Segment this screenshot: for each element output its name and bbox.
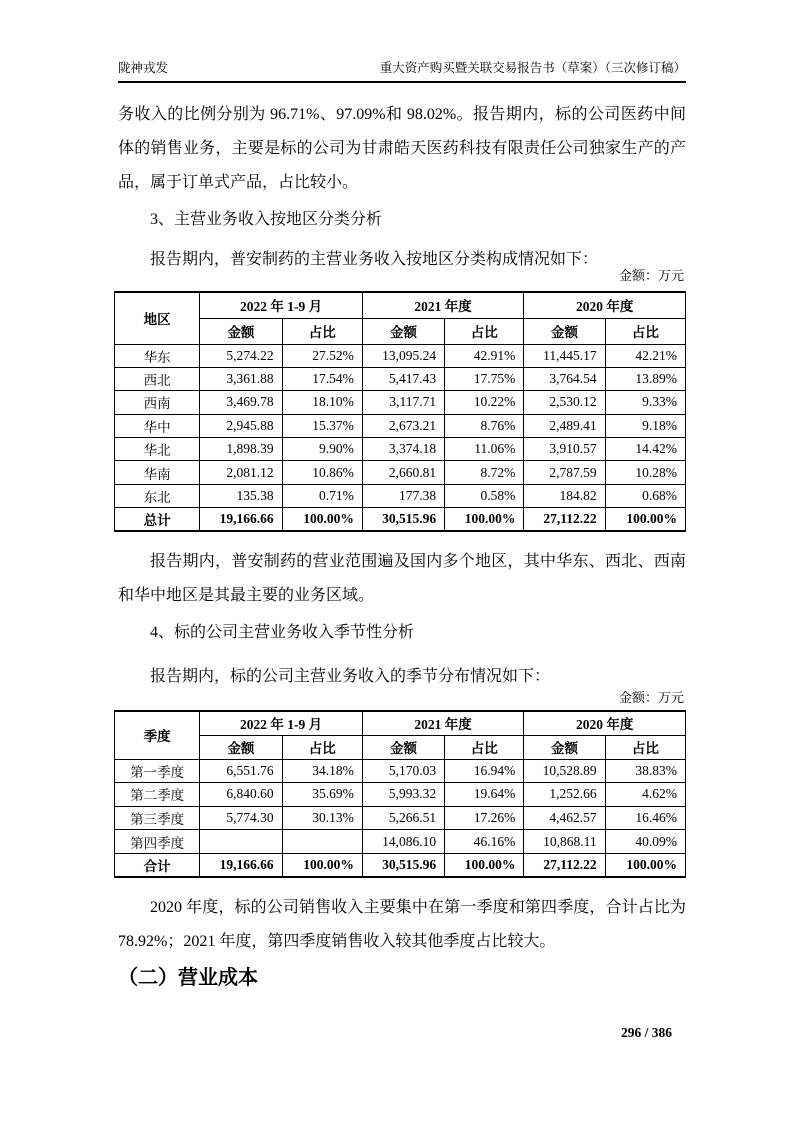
ratio-value: 100.00% — [605, 853, 685, 877]
season-revenue-table — [114, 710, 686, 878]
amount-value: 5,774.30 — [200, 806, 282, 830]
ratio-value: 14.42% — [605, 438, 685, 461]
subheader-ratio: 占比 — [282, 735, 362, 759]
amount-value: 177.38 — [362, 484, 444, 507]
amount-value: 19,166.66 — [200, 508, 282, 531]
amount-value: 27,112.22 — [524, 508, 605, 531]
ratio-value: 9.18% — [605, 414, 685, 437]
table-row — [115, 830, 686, 854]
ratio-value: 100.00% — [282, 853, 362, 877]
row-label: 总计 — [115, 508, 200, 531]
table-row — [115, 344, 686, 367]
amount-value: 2,081.12 — [200, 461, 282, 484]
amount-value: 10,528.89 — [524, 759, 605, 783]
unit-label-season-table: 金额：万元 — [618, 690, 684, 705]
amount-value: 2,660.81 — [362, 461, 444, 484]
subheader-amount: 金额 — [200, 735, 282, 759]
ratio-value: 13.89% — [605, 367, 685, 390]
amount-value: 14,086.10 — [362, 830, 444, 854]
unit-label-region-table: 金额：万元 — [618, 268, 684, 283]
heading-region-analysis: 3、主营业务收入按地区分类分析 — [150, 211, 383, 228]
amount-value: 2,787.59 — [524, 461, 605, 484]
heading-season-analysis: 4、标的公司主营业务收入季节性分析 — [150, 624, 415, 641]
paragraph-season-summary: 2020 年度，标的公司销售收入主要集中在第一季度和第四季度，合计占比为 78.92%；2021 年度，第四季度销售收入较其他季度占比较大。 — [118, 899, 686, 950]
amount-value: 2,489.41 — [524, 414, 605, 437]
amount-value: 3,117.71 — [362, 391, 444, 414]
row-label: 第四季度 — [115, 830, 200, 854]
amount-value: 2,673.21 — [362, 414, 444, 437]
header-company-name: 陇神戎发 — [118, 61, 169, 75]
ratio-value: 0.68% — [605, 484, 685, 507]
column-header-quarter: 季度 — [115, 711, 200, 759]
table-total-row — [115, 508, 686, 531]
amount-value: 2,530.12 — [524, 391, 605, 414]
column-group-2020: 2020 年度 — [524, 711, 686, 735]
subheader-amount: 金额 — [524, 735, 605, 759]
ratio-value: 30.13% — [282, 806, 362, 830]
subheader-amount: 金额 — [200, 318, 282, 344]
ratio-value: 16.46% — [605, 806, 685, 830]
column-group-2021: 2021 年度 — [362, 711, 524, 735]
ratio-value — [282, 830, 362, 854]
amount-value: 10,868.11 — [524, 830, 605, 854]
subheader-amount: 金额 — [524, 318, 605, 344]
amount-value: 5,266.51 — [362, 806, 444, 830]
row-label: 华中 — [115, 414, 200, 437]
amount-value: 3,374.18 — [362, 438, 444, 461]
table-row — [115, 438, 686, 461]
column-group-2021: 2021 年度 — [362, 292, 524, 318]
ratio-value: 17.26% — [445, 806, 524, 830]
ratio-value: 10.28% — [605, 461, 685, 484]
amount-value: 5,993.32 — [362, 783, 444, 807]
ratio-value: 8.72% — [445, 461, 524, 484]
subheader-ratio: 占比 — [605, 735, 685, 759]
ratio-value: 100.00% — [282, 508, 362, 531]
page-header — [118, 58, 686, 83]
amount-value: 1,898.39 — [200, 438, 282, 461]
paragraph-region-intro: 报告期内，普安制药的主营业务收入按地区分类构成情况如下： — [150, 251, 599, 268]
ratio-value: 9.33% — [605, 391, 685, 414]
amount-value: 2,945.88 — [200, 414, 282, 437]
amount-value: 3,361.88 — [200, 367, 282, 390]
table-row — [115, 484, 686, 507]
row-label: 第三季度 — [115, 806, 200, 830]
ratio-value: 46.16% — [445, 830, 524, 854]
ratio-value: 0.71% — [282, 484, 362, 507]
row-label: 第二季度 — [115, 783, 200, 807]
amount-value: 13,095.24 — [362, 344, 444, 367]
ratio-value: 40.09% — [605, 830, 685, 854]
amount-value: 184.82 — [524, 484, 605, 507]
amount-value: 27,112.22 — [524, 853, 605, 877]
row-label: 西北 — [115, 367, 200, 390]
ratio-value: 100.00% — [445, 508, 524, 531]
table-total-row — [115, 853, 686, 877]
row-label: 华南 — [115, 461, 200, 484]
amount-value: 19,166.66 — [200, 853, 282, 877]
amount-value: 3,469.78 — [200, 391, 282, 414]
amount-value: 5,274.22 — [200, 344, 282, 367]
ratio-value: 10.86% — [282, 461, 362, 484]
ratio-value: 8.76% — [445, 414, 524, 437]
page-number: 296 / 386 — [620, 1025, 672, 1040]
paragraph-season-intro: 报告期内，标的公司主营业务收入的季节分布情况如下： — [150, 668, 551, 685]
table-subheader-row — [115, 318, 686, 344]
heading-operating-cost: （二）营业成本 — [118, 967, 258, 989]
ratio-value: 42.91% — [445, 344, 524, 367]
region-revenue-table — [114, 291, 686, 532]
subheader-ratio: 占比 — [605, 318, 685, 344]
ratio-value: 100.00% — [445, 853, 524, 877]
amount-value: 11,445.17 — [524, 344, 605, 367]
ratio-value: 19.64% — [445, 783, 524, 807]
table-row — [115, 759, 686, 783]
row-label: 东北 — [115, 484, 200, 507]
subheader-ratio: 占比 — [282, 318, 362, 344]
amount-value: 4,462.57 — [524, 806, 605, 830]
row-label: 华东 — [115, 344, 200, 367]
ratio-value: 42.21% — [605, 344, 685, 367]
ratio-value: 18.10% — [282, 391, 362, 414]
subheader-amount: 金额 — [362, 735, 444, 759]
amount-value: 5,170.03 — [362, 759, 444, 783]
amount-value: 3,910.57 — [524, 438, 605, 461]
ratio-value: 16.94% — [445, 759, 524, 783]
ratio-value: 9.90% — [282, 438, 362, 461]
table-row — [115, 783, 686, 807]
amount-value: 30,515.96 — [362, 853, 444, 877]
ratio-value: 0.58% — [445, 484, 524, 507]
row-label: 西南 — [115, 391, 200, 414]
amount-value: 6,840.60 — [200, 783, 282, 807]
ratio-value: 35.69% — [282, 783, 362, 807]
column-header-region: 地区 — [115, 292, 200, 344]
amount-value: 6,551.76 — [200, 759, 282, 783]
row-label: 华北 — [115, 438, 200, 461]
column-group-2022: 2022 年 1-9 月 — [200, 711, 363, 735]
ratio-value: 34.18% — [282, 759, 362, 783]
subheader-ratio: 占比 — [445, 318, 524, 344]
ratio-value: 100.00% — [605, 508, 685, 531]
amount-value — [200, 830, 282, 854]
table-row — [115, 461, 686, 484]
table-header-group-row — [115, 711, 686, 735]
ratio-value: 38.83% — [605, 759, 685, 783]
amount-value: 30,515.96 — [362, 508, 444, 531]
paragraph-region-summary: 报告期内，普安制药的营业范围遍及国内多个地区，其中华东、西北、西南和华中地区是其最主要的业务区域。 — [118, 553, 686, 604]
ratio-value: 17.75% — [445, 367, 524, 390]
ratio-value: 27.52% — [282, 344, 362, 367]
ratio-value: 17.54% — [282, 367, 362, 390]
subheader-ratio: 占比 — [445, 735, 524, 759]
ratio-value: 10.22% — [445, 391, 524, 414]
ratio-value: 15.37% — [282, 414, 362, 437]
column-group-2022: 2022 年 1-9 月 — [200, 292, 363, 318]
amount-value: 5,417.43 — [362, 367, 444, 390]
header-document-title: 重大资产购买暨关联交易报告书（草案）（三次修订稿） — [379, 61, 686, 75]
column-group-2020: 2020 年度 — [524, 292, 686, 318]
table-header-group-row — [115, 292, 686, 318]
ratio-value: 11.06% — [445, 438, 524, 461]
table-row — [115, 367, 686, 390]
row-label: 合计 — [115, 853, 200, 877]
row-label: 第一季度 — [115, 759, 200, 783]
table-subheader-row — [115, 735, 686, 759]
amount-value: 1,252.66 — [524, 783, 605, 807]
paragraph-continuation: 务收入的比例分别为 96.71%、97.09%和 98.02%。报告期内，标的公司医药中间体的销售业务，主要是标的公司为甘肃皓天医药科技有限责任公司独家生产的产品，属于订单式产品，占比较小。 — [118, 106, 686, 191]
table-row — [115, 391, 686, 414]
amount-value: 135.38 — [200, 484, 282, 507]
amount-value: 3,764.54 — [524, 367, 605, 390]
table-row — [115, 414, 686, 437]
subheader-amount: 金额 — [362, 318, 444, 344]
ratio-value: 4.62% — [605, 783, 685, 807]
table-row — [115, 806, 686, 830]
